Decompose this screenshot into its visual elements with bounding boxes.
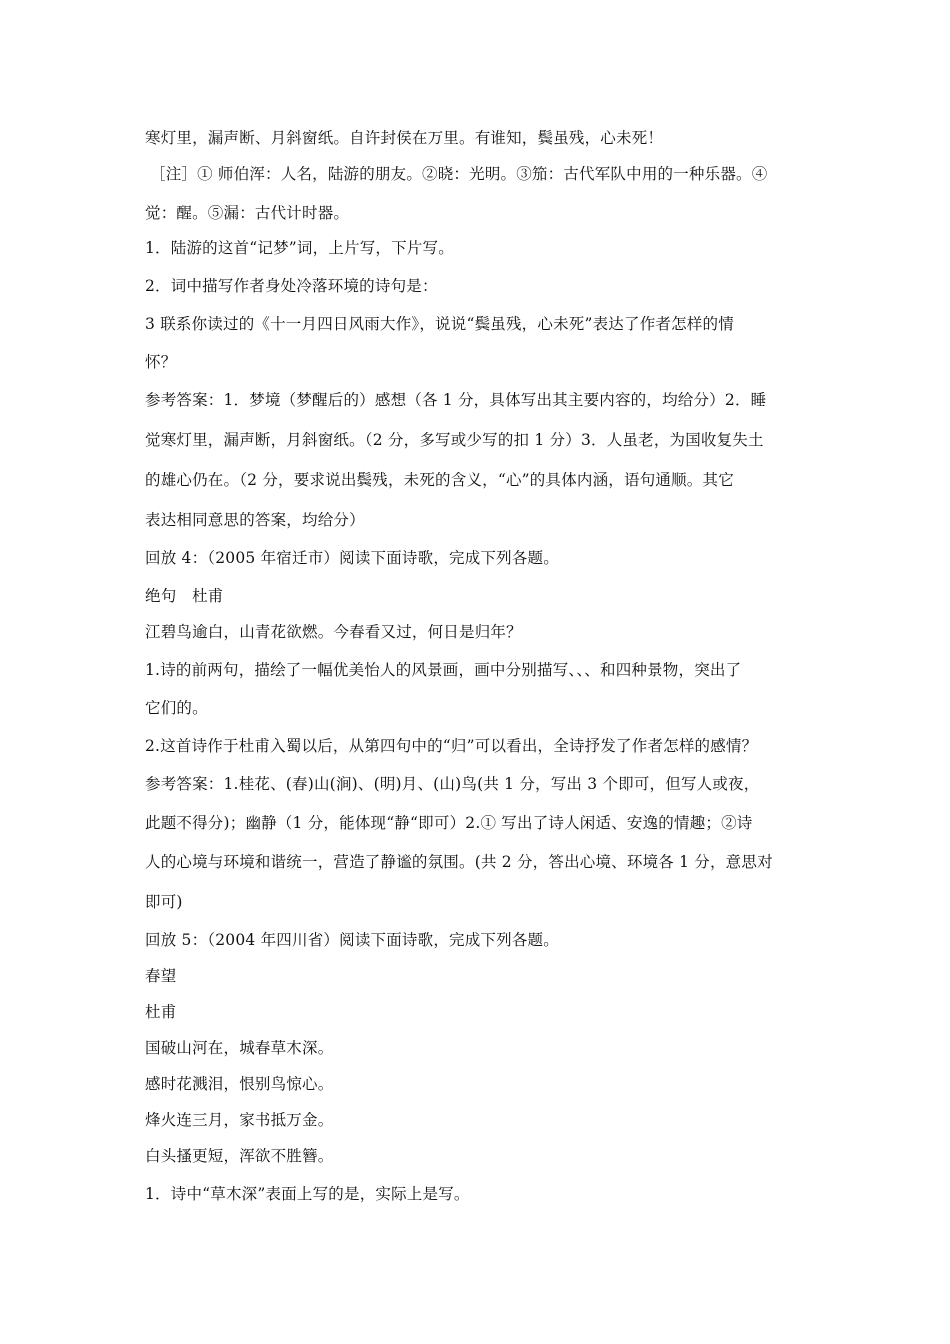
text-line: 1．陆游的这首“记梦”词，上片写，下片写。 [145,239,454,257]
text-line: 觉寒灯里，漏声断，月斜窗纸。（2 分，多写或少写的扣 1 分）3．人虽老，为国收复失土 [145,431,764,449]
text-line: 杜甫 [145,1003,177,1021]
text-line: 2．词中描写作者身处冷落环境的诗句是： [145,277,438,295]
text-line: 绝句 杜甫 [145,587,224,605]
text-line: 烽火连三月，家书抵万金。 [145,1111,334,1129]
text-line: 觉：醒。⑤漏：古代计时器。 [145,204,350,222]
text-line: 的雄心仍在。（2 分，要求说出鬓残，未死的含义，“心”的具体内涵，语句通顺。其它 [145,471,734,489]
text-line: 感时花溅泪，恨别鸟惊心。 [145,1075,334,1093]
text-line: 寒灯里，漏声断、月斜窗纸。自许封侯在万里。有谁知，鬓虽残，心未死！ [145,129,664,147]
text-line: 参考答案：1.桂花、(春)山(涧)、(明)月、(山)鸟(共 1 分，写出 3 个即可，但写人或夜， [145,775,760,793]
text-line: 回放 4：（2005 年宿迁市）阅读下面诗歌，完成下列各题。 [145,549,559,567]
text-line: 人的心境与环境和谐统一，营造了静谧的氛围。(共 2 分，答出心境、环境各 1 分，意思对 [145,853,773,871]
text-line: 春望 [145,967,177,985]
text-line: 1.诗的前两句，描绘了一幅优美怡人的风景画，画中分别描写、、、和四种景物，突出了 [145,661,742,679]
text-line: 即可) [145,893,183,911]
text-line: 表达相同意思的答案，均给分） [145,511,365,529]
text-line: 此题不得分)；幽静（1 分，能体现“静“即可）2.① 写出了诗人闲适、安逸的情趣；②诗 [145,814,753,832]
text-line: 白头搔更短，浑欲不胜簪。 [145,1147,334,1165]
text-line: 它们的。 [145,699,208,717]
text-line: 参考答案：1．梦境（梦醒后的）感想（各 1 分，具体写出其主要内容的，均给分）2．睡 [145,391,767,409]
text-line: 3 联系你读过的《十一月四日风雨大作》，说说“鬓虽残，心未死”表达了作者怎样的情 [145,315,734,333]
text-line: ［注］① 师伯浑：人名，陆游的朋友。②晓：光明。③笳：古代军队中用的一种乐器。④ [150,165,768,183]
text-line: 国破山河在，城春草木深。 [145,1039,334,1057]
text-line: 怀？ [145,353,177,371]
text-line: 回放 5：（2004 年四川省）阅读下面诗歌，完成下列各题。 [145,931,559,949]
text-line: 2.这首诗作于杜甫入蜀以后，从第四句中的“归”可以看出，全诗抒发了作者怎样的感情？ [145,737,758,755]
text-line: 1．诗中“草木深”表面上写的是，实际上是写。 [145,1185,470,1203]
text-line: 江碧鸟逾白，山青花欲燃。今春看又过，何日是归年？ [145,623,522,641]
